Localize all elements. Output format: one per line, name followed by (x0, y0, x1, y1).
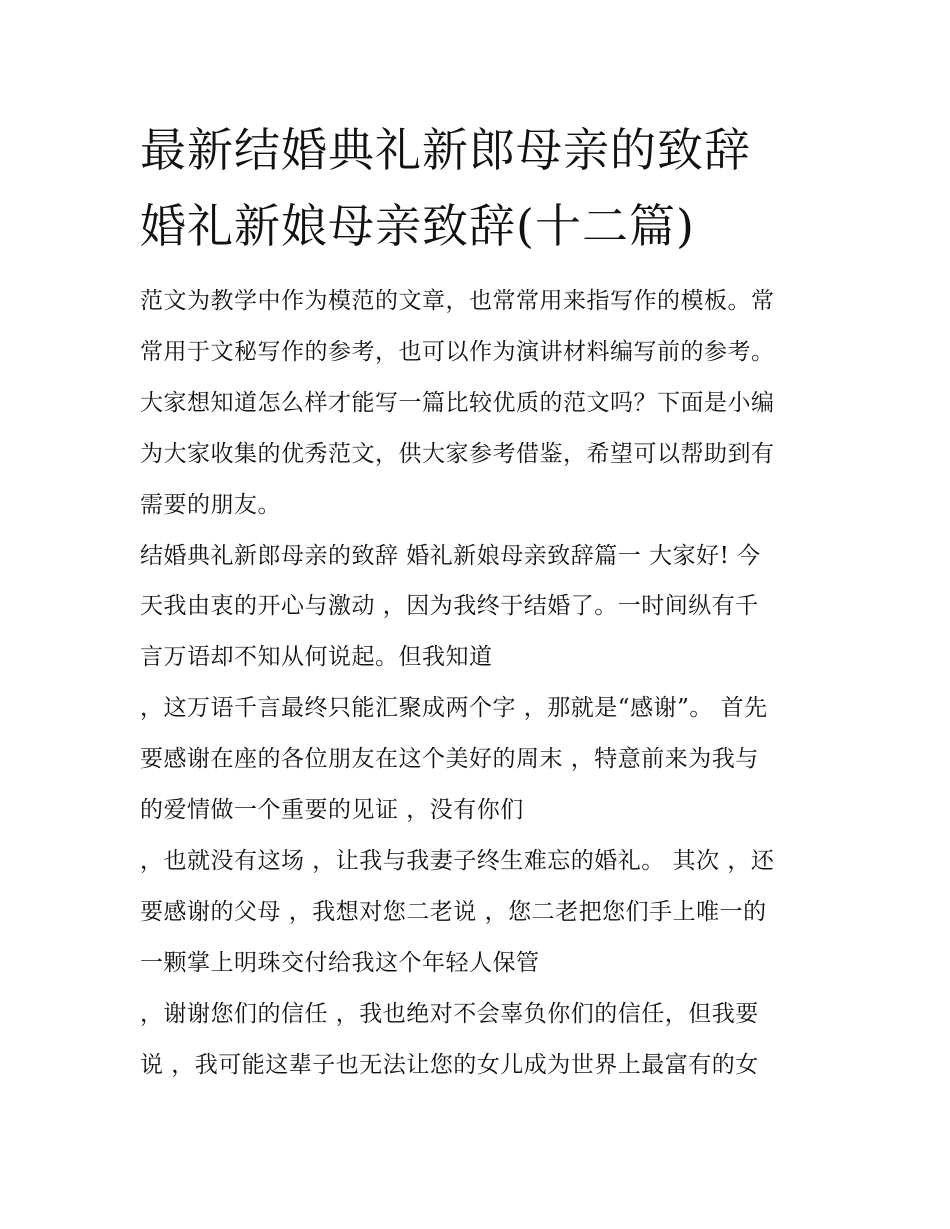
body-line: 要感谢的父母 ，我想对您二老说 ，您二老把您们手上唯一的 (140, 898, 767, 925)
document-title (140, 112, 830, 264)
body-line: 天我由衷的开心与激动 ，因为我终于结婚了。一时间纵有千 (140, 593, 759, 620)
body-line: 常用于文秘写作的参考，也可以作为演讲材料编写前的参考。 (140, 338, 775, 365)
body-line: 结婚典礼新郎母亲的致辞 婚礼新娘母亲致辞篇一 大家好! 今 (140, 542, 761, 569)
body-line: 的爱情做一个重要的见证 ，没有你们 (140, 797, 524, 824)
document-body (140, 276, 830, 1091)
body-line: 一颗掌上明珠交付给我这个年轻人保管 (140, 949, 540, 976)
body-line: 言万语却不知从何说起。但我知道 (140, 644, 493, 671)
body-line: 为大家收集的优秀范文，供大家参考借鉴，希望可以帮助到有 (140, 440, 775, 467)
body-line: ，也就没有这场 ，让我与我妻子终生难忘的婚礼。 其次 ，还 (140, 847, 775, 874)
body-line: 要感谢在座的各位朋友在这个美好的周末 ，特意前来为我与 (140, 746, 759, 773)
body-line: 说 ，我可能这辈子也无法让您的女儿成为世界上最富有的女 (140, 1051, 759, 1078)
title-line: 婚礼新娘母亲致辞(十二篇) (140, 199, 695, 253)
title-line: 最新结婚典礼新郎母亲的致辞 (140, 123, 751, 177)
body-line: 范文为教学中作为模范的文章，也常常用来指写作的模板。常 (140, 288, 775, 314)
body-line: ，谢谢您们的信任 ，我也绝对不会辜负你们的信任，但我要 (140, 1000, 759, 1027)
body-line: ，这万语千言最终只能汇聚成两个字 ，那就是“感谢”。 首先 (140, 695, 768, 722)
body-line: 大家想知道怎么样才能写一篇比较优质的范文吗？下面是小编 (140, 389, 775, 416)
body-line: 需要的朋友。 (140, 491, 281, 518)
